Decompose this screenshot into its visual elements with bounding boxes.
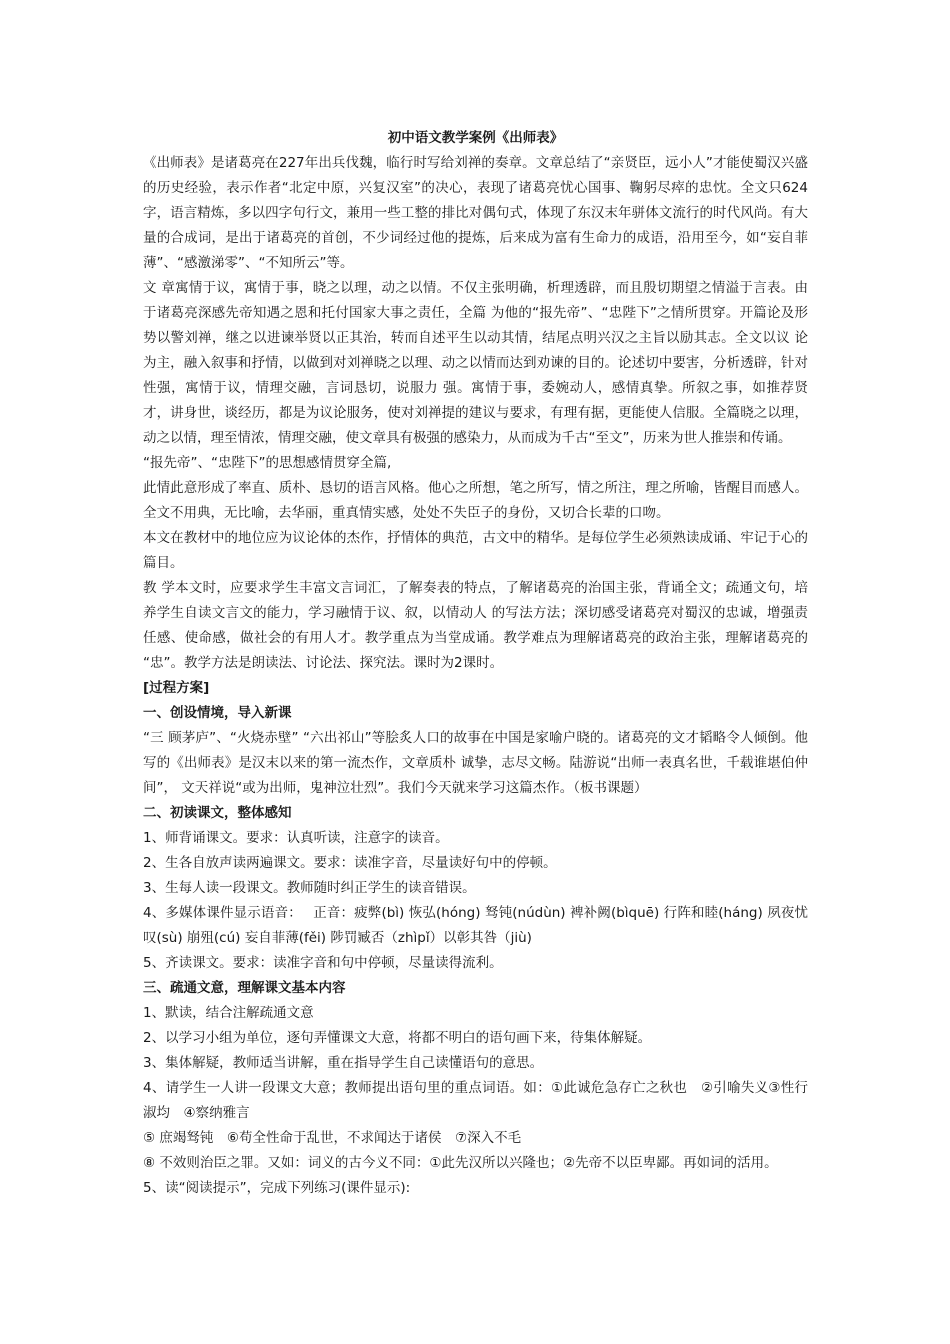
section-3-item: 4、请学生一人讲一段课文大意；教师提出语句里的重点词语。如：①此诚危急存亡之秋也 ②引喻失义③性行淑均 ④察纳雅言 — [143, 1080, 808, 1121]
section-2-item: 1、师背诵课文。要求：认真听读，注意字的读音。 — [143, 830, 449, 846]
intro-paragraph-5: 本文在教材中的地位应为议论体的杰作，抒情体的典范，古文中的精华。是每位学生必须熟读成诵、牢记于心的篇目。 — [143, 530, 808, 571]
section-3-item: 3、集体解疑，教师适当讲解，重在指导学生自己读懂语句的意思。 — [143, 1055, 544, 1071]
process-label: [过程方案] — [143, 680, 210, 696]
section-3-item: 1、默读，结合注解疏通文意 — [143, 1005, 314, 1021]
section-3-heading: 三、疏通文意，理解课文基本内容 — [143, 980, 346, 996]
section-2-item: 2、生各自放声读两遍课文。要求：读准字音，尽量读好句中的停顿。 — [143, 855, 557, 871]
section-3-item: 2、以学习小组为单位，逐句弄懂课文大意，将都不明白的语句画下来，待集体解疑。 — [143, 1030, 652, 1046]
section-3-item: 5、读“阅读提示”，完成下列练习(课件显示): — [143, 1180, 411, 1196]
section-1-text: “三 顾茅庐”、“火烧赤壁” “六出祁山”等脍炙人口的故事在中国是家喻户晓的。诸葛亮的文才韬略令人倾倒。他写的《出师表》是汉末以来的第一流杰作，文章质朴 诚挚，志尽文畅。陆游说“出师一表真名世，千载谁堪伯仲间”， 文天祥说“或为出师，鬼神泣壮烈”。我们今天就来学习这篇杰作。（板书课题） — [143, 730, 808, 796]
section-3-item: ⑤ 庶竭驽钝 ⑥苟全性命于乱世，不求闻达于诸侯 ⑦深入不毛 — [143, 1130, 522, 1146]
section-2-heading: 二、初读课文，整体感知 — [143, 805, 292, 821]
intro-paragraph-2: 文 章寓情于议，寓情于事，晓之以理，动之以情。不仅主张明确，析理透辟，而且殷切期望之情溢于言表。由于诸葛亮深感先帝知遇之恩和托付国家大事之责任，全篇 为他的“报先帝”、“忠陛下”之情所贯穿。开篇论及形势以警刘禅，继之以进谏举贤以正其治，转而自述平生以动其情，结尾点明兴汉之主旨以励其志。全文以议 论为主，融入叙事和抒情，以做到对刘禅晓之以理、动之以情而达到劝谏的目的。论述切中要害，分析透辟，针对性强，寓情于议，情理交融，言词恳切，说服力 强。寓情于事，委婉动人，感情真挚。所叙之事，如推荐贤才，讲身世，谈经历，都是为议论服务，使对刘禅提的建议与要求，有理有据，更能使人信服。全篇晓之以理，动之以情，理至情浓，情理交融，使文章具有极强的感染力，从而成为千古“至文”，历来为世人推崇和传诵。 — [143, 280, 808, 446]
section-2-item: 5、齐读课文。要求：读准字音和句中停顿，尽量读得流利。 — [143, 955, 503, 971]
intro-paragraph-1: 《出师表》是诸葛亮在227年出兵伐魏，临行时写给刘禅的奏章。文章总结了“亲贤臣，远小人”才能使蜀汉兴盛的历史经验，表示作者“北定中原，兴复汉室”的决心，表现了诸葛亮忧心国事、鞠躬尽瘁的忠忱。全文只624字，语言精炼，多以四字句行文，兼用一些工整的排比对偶句式，体现了东汉末年骈体文流行的时代风尚。有大量的合成词，是出于诸葛亮的首创，不少词经过他的提炼，后来成为富有生命力的成语，沿用至今，如“妄自菲薄”、“感激涕零”、“不知所云”等。 — [143, 155, 808, 271]
section-3-item: ⑧ 不效则治臣之罪。又如：词义的古今义不同：①此先汉所以兴隆也；②先帝不以臣卑鄙。再如词的活用。 — [143, 1155, 778, 1171]
section-1-heading: 一、创设情境，导入新课 — [143, 705, 292, 721]
intro-paragraph-6: 教 学本文时，应要求学生丰富文言词汇，了解奏表的特点，了解诸葛亮的治国主张，背诵全文；疏通文句，培养学生自读文言文的能力，学习融情于议、叙，以情动人 的写法方法；深切感受诸葛亮对蜀汉的忠诚，增强责任感、使命感，做社会的有用人才。教学重点为当堂成诵。教学难点为理解诸葛亮的政治主张，理解诸葛亮的 “忠”。教学方法是朗读法、讨论法、探究法。课时为2课时。 — [143, 580, 808, 671]
intro-paragraph-4: 此情此意形成了率直、质朴、恳切的语言风格。他心之所想，笔之所写，情之所注，理之所喻，皆醒目而感人。全文不用典，无比喻，去华丽，重真情实感，处处不失臣子的身份，又切合长辈的口吻。 — [143, 480, 808, 521]
section-2-item: 4、多媒体课件显示语音： 正音：疲弊(bì) 恢弘(hóng) 驽钝(núdùn) 裨补阙(bìquē) 行阵和睦(háng) 夙夜忧叹(sù) 崩殂(cú) 妄自菲薄(fěi) 陟罚臧否（zhìpǐ）以彰其咎（jiù) — [143, 905, 808, 946]
section-2-item: 3、生每人读一段课文。教师随时纠正学生的读音错误。 — [143, 880, 476, 896]
document-title: 初中语文教学案例《出师表》 — [387, 130, 564, 146]
document-page — [143, 126, 808, 1201]
intro-paragraph-3: “报先帝”、“忠陛下”的思想感情贯穿全篇, — [143, 455, 392, 471]
